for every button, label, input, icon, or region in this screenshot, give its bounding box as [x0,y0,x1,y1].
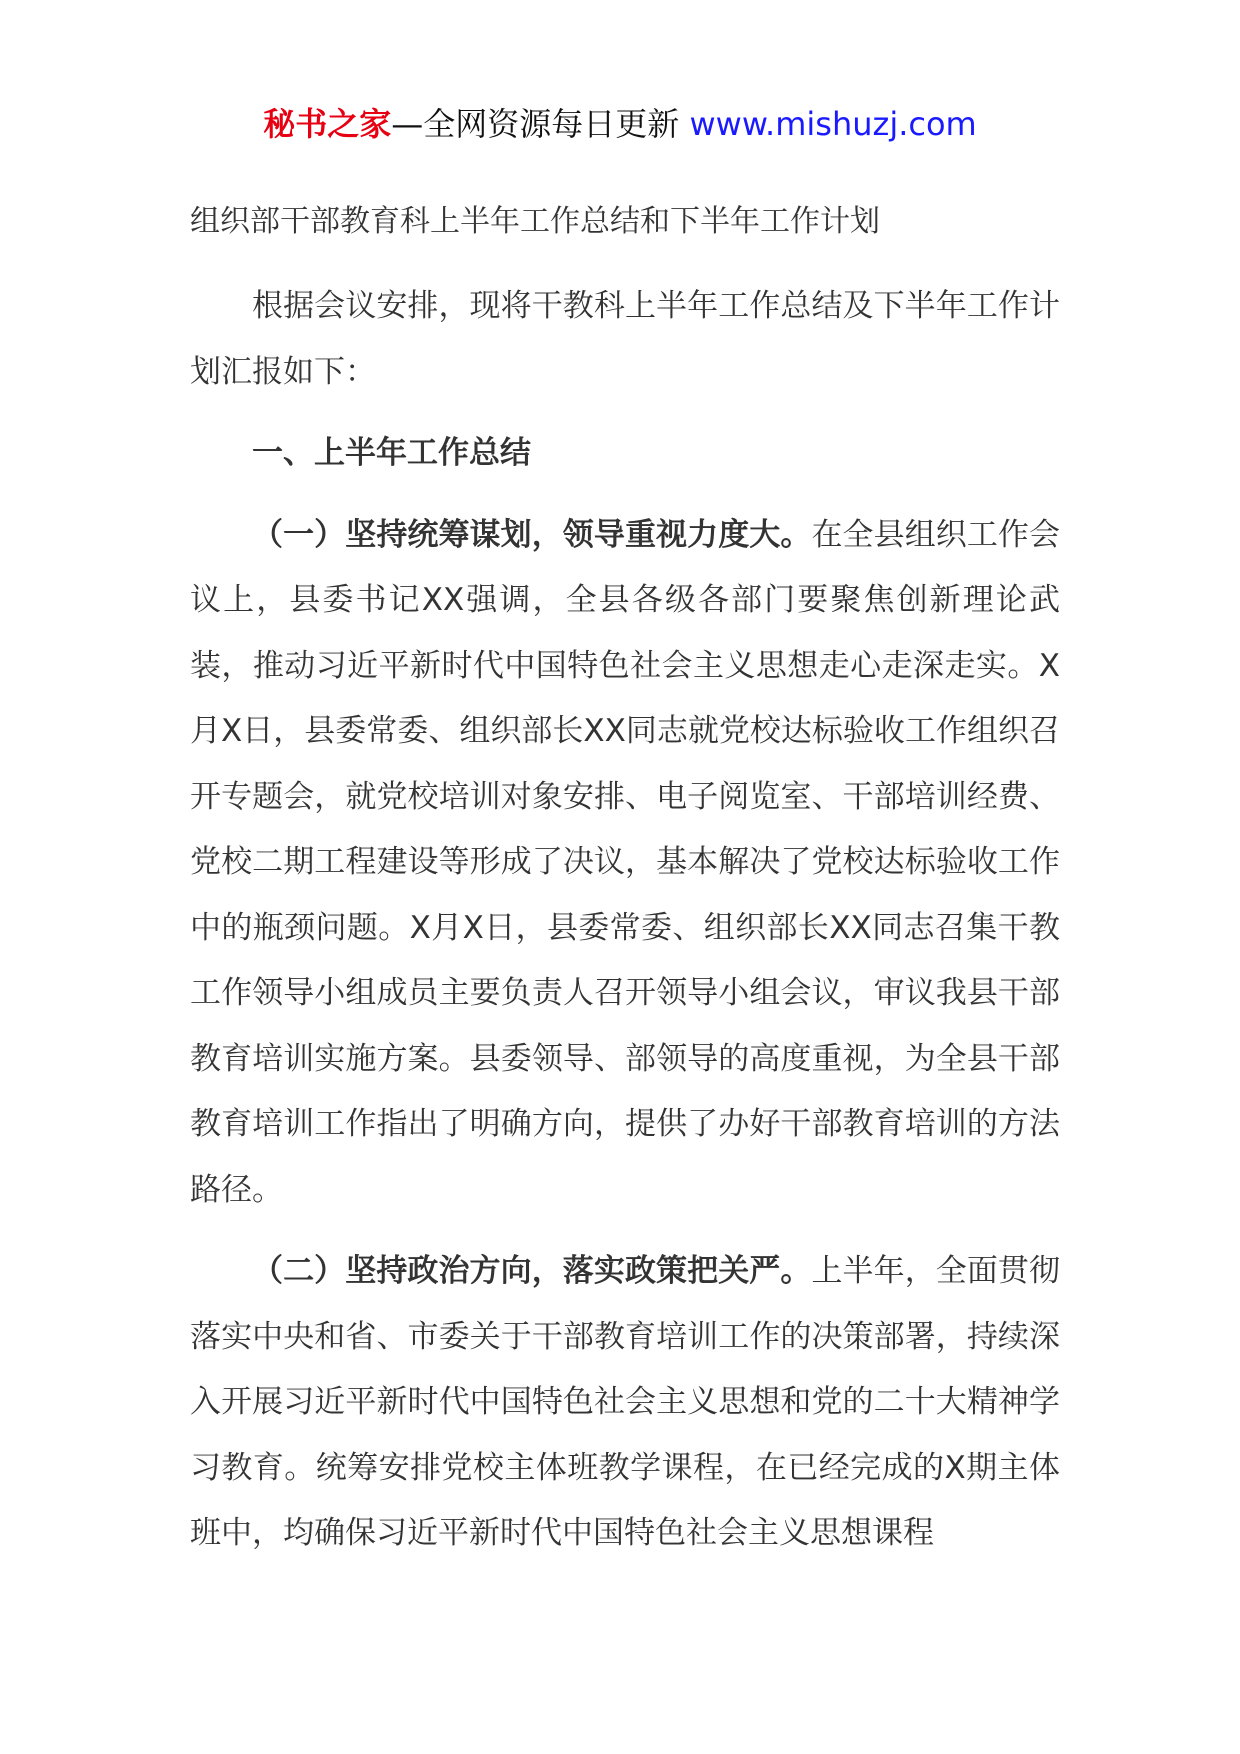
intro-paragraph: 根据会议安排，现将干教科上半年工作总结及下半年工作计划汇报如下： [190,288,1060,390]
section-heading: 一、上半年工作总结 [252,435,531,471]
paragraph-lead: （一）坚持统筹谋划，领导重视力度大。 [252,516,812,553]
paragraph-lead: （二）坚持政治方向，落实政策把关严。 [252,1253,812,1289]
site-url-link[interactable]: www.mishuzj.com [689,105,977,143]
brand-name: 秘书之家 [263,105,392,143]
paragraph-body: 上半年，全面贯彻落实中央和省、市委关于干部教育培训工作的决策部署，持续深入开展习近平新时代中国特色社会主义思想和党的二十大精神学习教育。统筹安排党校主体班教学课程，在已经完成的X期主体班中，均确保习近平新时代中国特色社会主义思想课程 [190,1253,1061,1551]
paragraph-body: 在全县组织工作会议上，县委书记XX强调，全县各级各部门要聚焦创新理论武装，推动习近平新时代中国特色社会主义思想走心走深走实。X月X日，县委常委、组织部长XX同志就党校达标验收工作组织召开专题会，就党校培训对象安排、电子阅览室、干部培训经费、党校二期工程建设等形成了决议，基本解决了党校达标验收工作中的瓶颈问题。X月X日，县委常委、组织部长XX同志召集干教工作领导小组成员主要负责人召开领导小组会议，审议我县干部教育培训实施方案。县委领导、部领导的高度重视，为全县干部教育培训工作指出了明确方向，提供了办好干部教育培训的方法路径。 [190,516,1061,1208]
header-tagline: —全网资源每日更新 [391,105,690,143]
site-header [0,100,1240,148]
document-body [190,274,1060,1583]
paragraph-item-2 [190,1239,1060,1567]
paragraph-item-1 [190,503,1060,1224]
document-title: 组织部干部教育科上半年工作总结和下半年工作计划 [190,204,880,239]
